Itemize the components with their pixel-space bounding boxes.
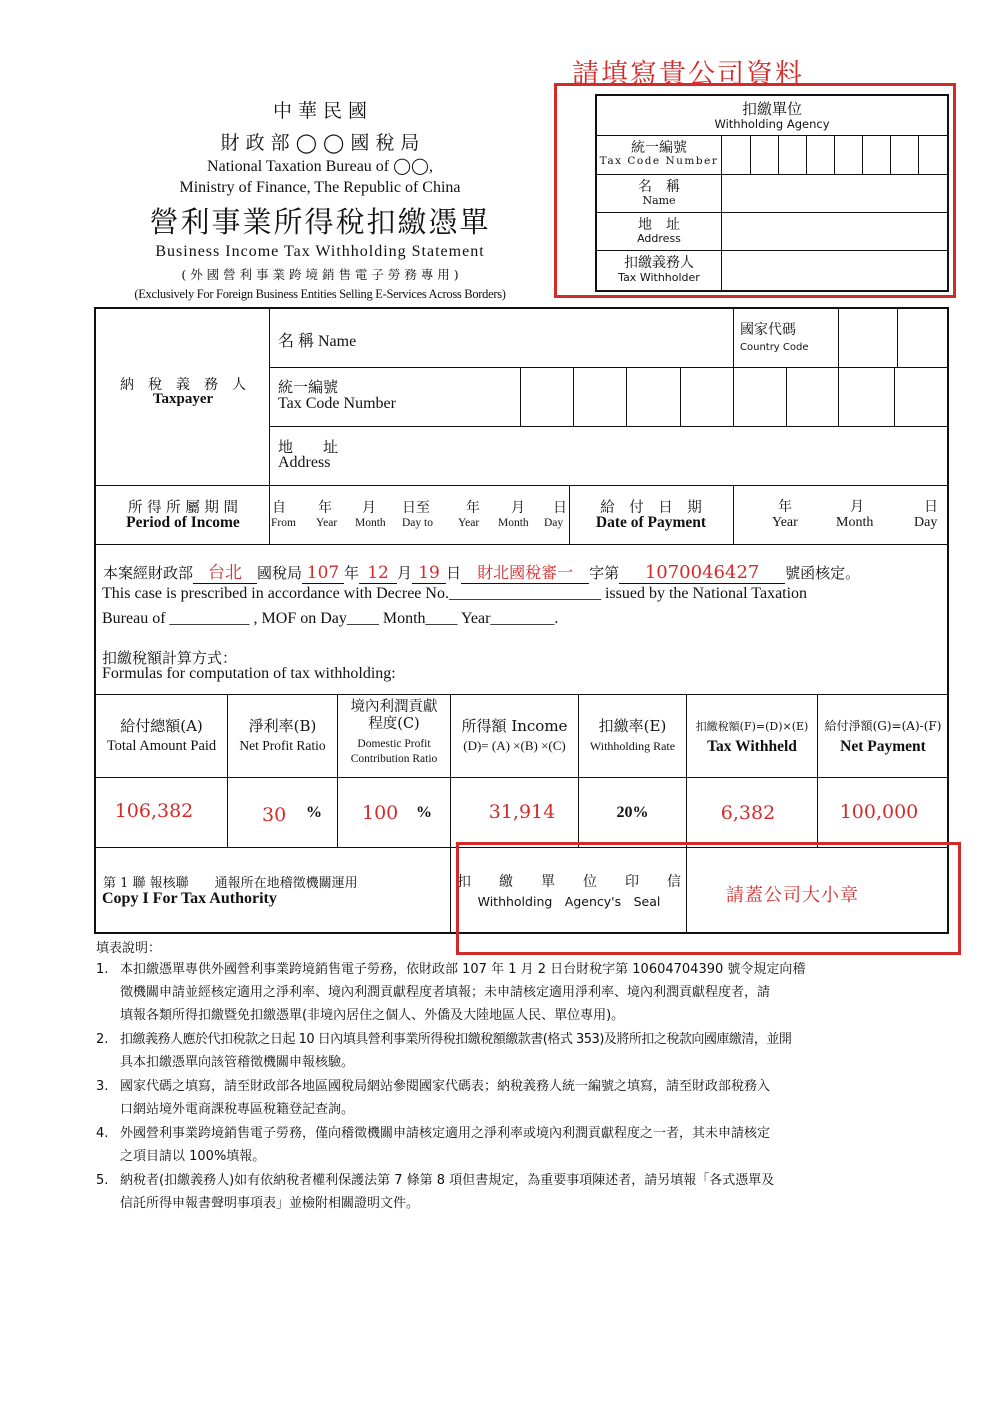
- note-4: 4. 外國營利事業跨境銷售電子勞務，僅向稽徵機關申請核定適用之淨利率或境內利潤貢獻程度之一者，其未申請核定 之項目請以 100%填報。: [96, 1126, 771, 1164]
- pay-month-en: Month: [836, 515, 874, 530]
- taxpayer-address-zh: 地 址: [278, 438, 339, 456]
- period-en-year2: Year: [458, 517, 480, 529]
- value-tax-withheld: 6,382: [720, 802, 776, 824]
- value-income: 31,914: [488, 801, 556, 823]
- country-code-zh: 國家代碼: [740, 322, 796, 338]
- col-net-payment-zh: 給付淨額(G)=(A)-(F): [824, 719, 942, 733]
- formula-en: Formulas for computation of tax withholding:: [102, 665, 396, 682]
- period-en-day2: Day: [544, 517, 564, 529]
- agency-name-en: Name: [642, 194, 676, 207]
- country-code-en: Country Code: [740, 342, 809, 353]
- decree-line-zh: 本案經財政部 台北 國稅局 107 年 12 月 19 日 財北國稅審一 字第 1070046427 號函核定。: [103, 558, 860, 584]
- payment-date-en: Date of Payment: [595, 514, 707, 531]
- decree-month: 12: [359, 563, 397, 584]
- decree-year: 107: [302, 563, 344, 584]
- agency-taxcode-zh: 統一編號: [631, 140, 687, 156]
- period-zh-month2: 月: [511, 500, 525, 516]
- agency-name-zh: 名 稱: [638, 179, 680, 195]
- value-domestic-percent: %: [416, 804, 432, 821]
- col-net-profit-en: Net Profit Ratio: [239, 738, 326, 753]
- fill-company-annotation: 請填寫貴公司資料: [572, 59, 804, 90]
- decree-number: 1070046427: [619, 562, 785, 584]
- period-en-year1: Year: [316, 517, 338, 529]
- agency-withholder-zh: 扣繳義務人: [624, 255, 694, 271]
- value-domestic: 100: [362, 802, 399, 824]
- note-3: 3. 國家代碼之填寫，請至財政部各地區國稅局網站參閱國家代碼表；納稅義務人統一編號之填寫，請至財政部稅務入 口網站境外電商課稅專區稅籍登記查詢。: [96, 1079, 771, 1117]
- note-5: 5. 納稅者(扣繳義務人)如有依納稅者權利保護法第 7 條第 8 項但書規定，為重要事項陳述者，請另填報「各式憑單及 信託所得申報書聲明事項表」並檢附相關證明文件。: [96, 1173, 775, 1211]
- payment-date-zh: 給 付 日 期: [600, 500, 702, 516]
- value-total-amount: 106,382: [114, 800, 194, 822]
- col-domestic-zh: 境內利潤貢獻程度(C): [350, 699, 438, 732]
- taxpayer-taxcode-en: Tax Code Number: [278, 395, 396, 412]
- value-net-payment: 100,000: [839, 801, 919, 823]
- taxpayer-label-en: Taxpayer: [152, 391, 214, 407]
- seal-label-en: Withholding Agency's Seal: [477, 894, 661, 909]
- decree-word: 財北國稅審一: [461, 560, 589, 584]
- period-label-zh: 所 得 所 屬 期 間: [127, 500, 239, 516]
- pay-year-zh: 年: [778, 499, 792, 515]
- form-title-en: Business Income Tax Withholding Statement: [155, 243, 485, 260]
- decree-city: 台北: [193, 558, 257, 584]
- form-subtitle-en: (Exclusively For Foreign Business Entities Selling E-Services Across Borders): [134, 287, 506, 301]
- decree-en-line2: Bureau of __________ , MOF on Day____ Month____ Year________.: [102, 610, 559, 627]
- col-net-payment-en: Net Payment: [840, 738, 926, 755]
- col-total-amount-zh: 給付總額(A): [120, 717, 203, 735]
- header-bureau-zh: 財 政 部 ◯ ◯ 國 稅 局: [220, 132, 420, 154]
- value-net-profit-percent: %: [306, 804, 322, 821]
- taxpayer-label-zh: 納 稅 義 務 人: [120, 377, 246, 393]
- seal-annotation: 請蓋公司大小章: [726, 885, 859, 906]
- agency-taxcode-en: Tax Code Number: [599, 155, 719, 167]
- pay-day-en: Day: [914, 515, 938, 530]
- period-en-month1: Month: [355, 517, 386, 529]
- form-subtitle-zh: ( 外 國 營 利 事 業 跨 境 銷 售 電 子 勞 務 專 用 ): [181, 267, 459, 282]
- decree-en-line1: This case is prescribed in accordance with Decree No.___________________ issued by the National Taxation: [102, 585, 808, 602]
- decree-day: 19: [412, 563, 446, 584]
- form-title-zh: 營利事業所得稅扣繳憑單: [149, 205, 491, 239]
- col-tax-withheld-zh: 扣繳稅額(F)=(D)×(E): [695, 720, 809, 733]
- agency-withholder-en: Tax Withholder: [618, 271, 700, 284]
- period-zh-dayto: 日至: [402, 500, 430, 516]
- col-tax-withheld-en: Tax Withheld: [707, 738, 797, 755]
- period-zh-from: 自: [272, 500, 286, 516]
- value-net-profit: 30: [262, 804, 287, 826]
- taxpayer-address-en: Address: [278, 454, 331, 471]
- agency-title-en: Withholding Agency: [714, 117, 830, 131]
- header-roc: 中 華 民 國: [272, 100, 368, 122]
- copy-label-en: Copy I For Tax Authority: [102, 890, 277, 907]
- period-zh-month1: 月: [362, 500, 376, 516]
- col-rate-en: Withholding Rate: [589, 739, 676, 753]
- period-zh-year2: 年: [466, 500, 480, 516]
- header-bureau-en2: Ministry of Finance, The Republic of China: [179, 179, 461, 196]
- agency-address-en: Address: [637, 232, 681, 245]
- annotation-box-seal: [456, 842, 961, 955]
- col-total-amount-en: Total Amount Paid: [106, 738, 217, 754]
- col-income-zh: 所得額 Income: [461, 717, 568, 735]
- note-2: 2. 扣繳義務人應於代扣稅款之日起 10 日內填具營利事業所得稅扣繳稅額繳款書(格式 353)及將所扣之稅款向國庫繳清，並開 具本扣繳憑單向該管稽徵機關申報核驗。: [96, 1032, 792, 1070]
- pay-year-en: Year: [772, 515, 798, 530]
- taxpayer-name-label: 名 稱 Name: [278, 333, 357, 350]
- note-1: 1. 本扣繳憑單專供外國營利事業跨境銷售電子勞務，依財政部 107 年 1 月 2 日台財稅字第 10604704390 號令規定向稽 徵機關申請並經核定適用之淨利率、境內利潤貢獻程度者填報；未申請核定適用淨利率、境內利潤貢獻程度者，請 填報各類所得扣繳暨免扣繳憑單(非境內居住之個人、外僑及大陸地區人民、單位專用)。: [96, 962, 806, 1023]
- period-zh-day2: 日: [553, 500, 567, 516]
- copy-label-zh: 第 1 聯 報核聯 通報所在地稽徵機關運用: [103, 876, 358, 891]
- pay-day-zh: 日: [924, 499, 938, 515]
- header-bureau-en1: National Taxation Bureau of ◯◯,: [207, 158, 433, 175]
- taxpayer-taxcode-zh: 統一編號: [278, 378, 339, 396]
- agency-title-zh: 扣繳單位: [741, 100, 802, 118]
- agency-address-zh: 地 址: [638, 217, 680, 233]
- period-label-en: Period of Income: [126, 514, 240, 531]
- col-domestic-en: Domestic Profit Contribution Ratio: [350, 738, 438, 765]
- col-income-en: (D)= (A) ×(B) ×(C): [463, 738, 566, 753]
- period-zh-year1: 年: [318, 500, 332, 516]
- seal-label-zh: 扣 繳 單 位 印 信: [457, 874, 681, 890]
- notes-title: 填表說明：: [96, 941, 162, 956]
- period-en-dayto: Day to: [402, 517, 433, 529]
- col-rate-zh: 扣繳率(E): [598, 717, 667, 735]
- pay-month-zh: 月: [850, 499, 864, 515]
- period-en-from: From: [271, 517, 296, 529]
- period-en-month2: Month: [498, 517, 529, 529]
- formula-zh: 扣繳稅額計算方式：: [102, 649, 238, 667]
- value-rate: 20%: [616, 804, 649, 821]
- col-net-profit-zh: 淨利率(B): [248, 717, 317, 735]
